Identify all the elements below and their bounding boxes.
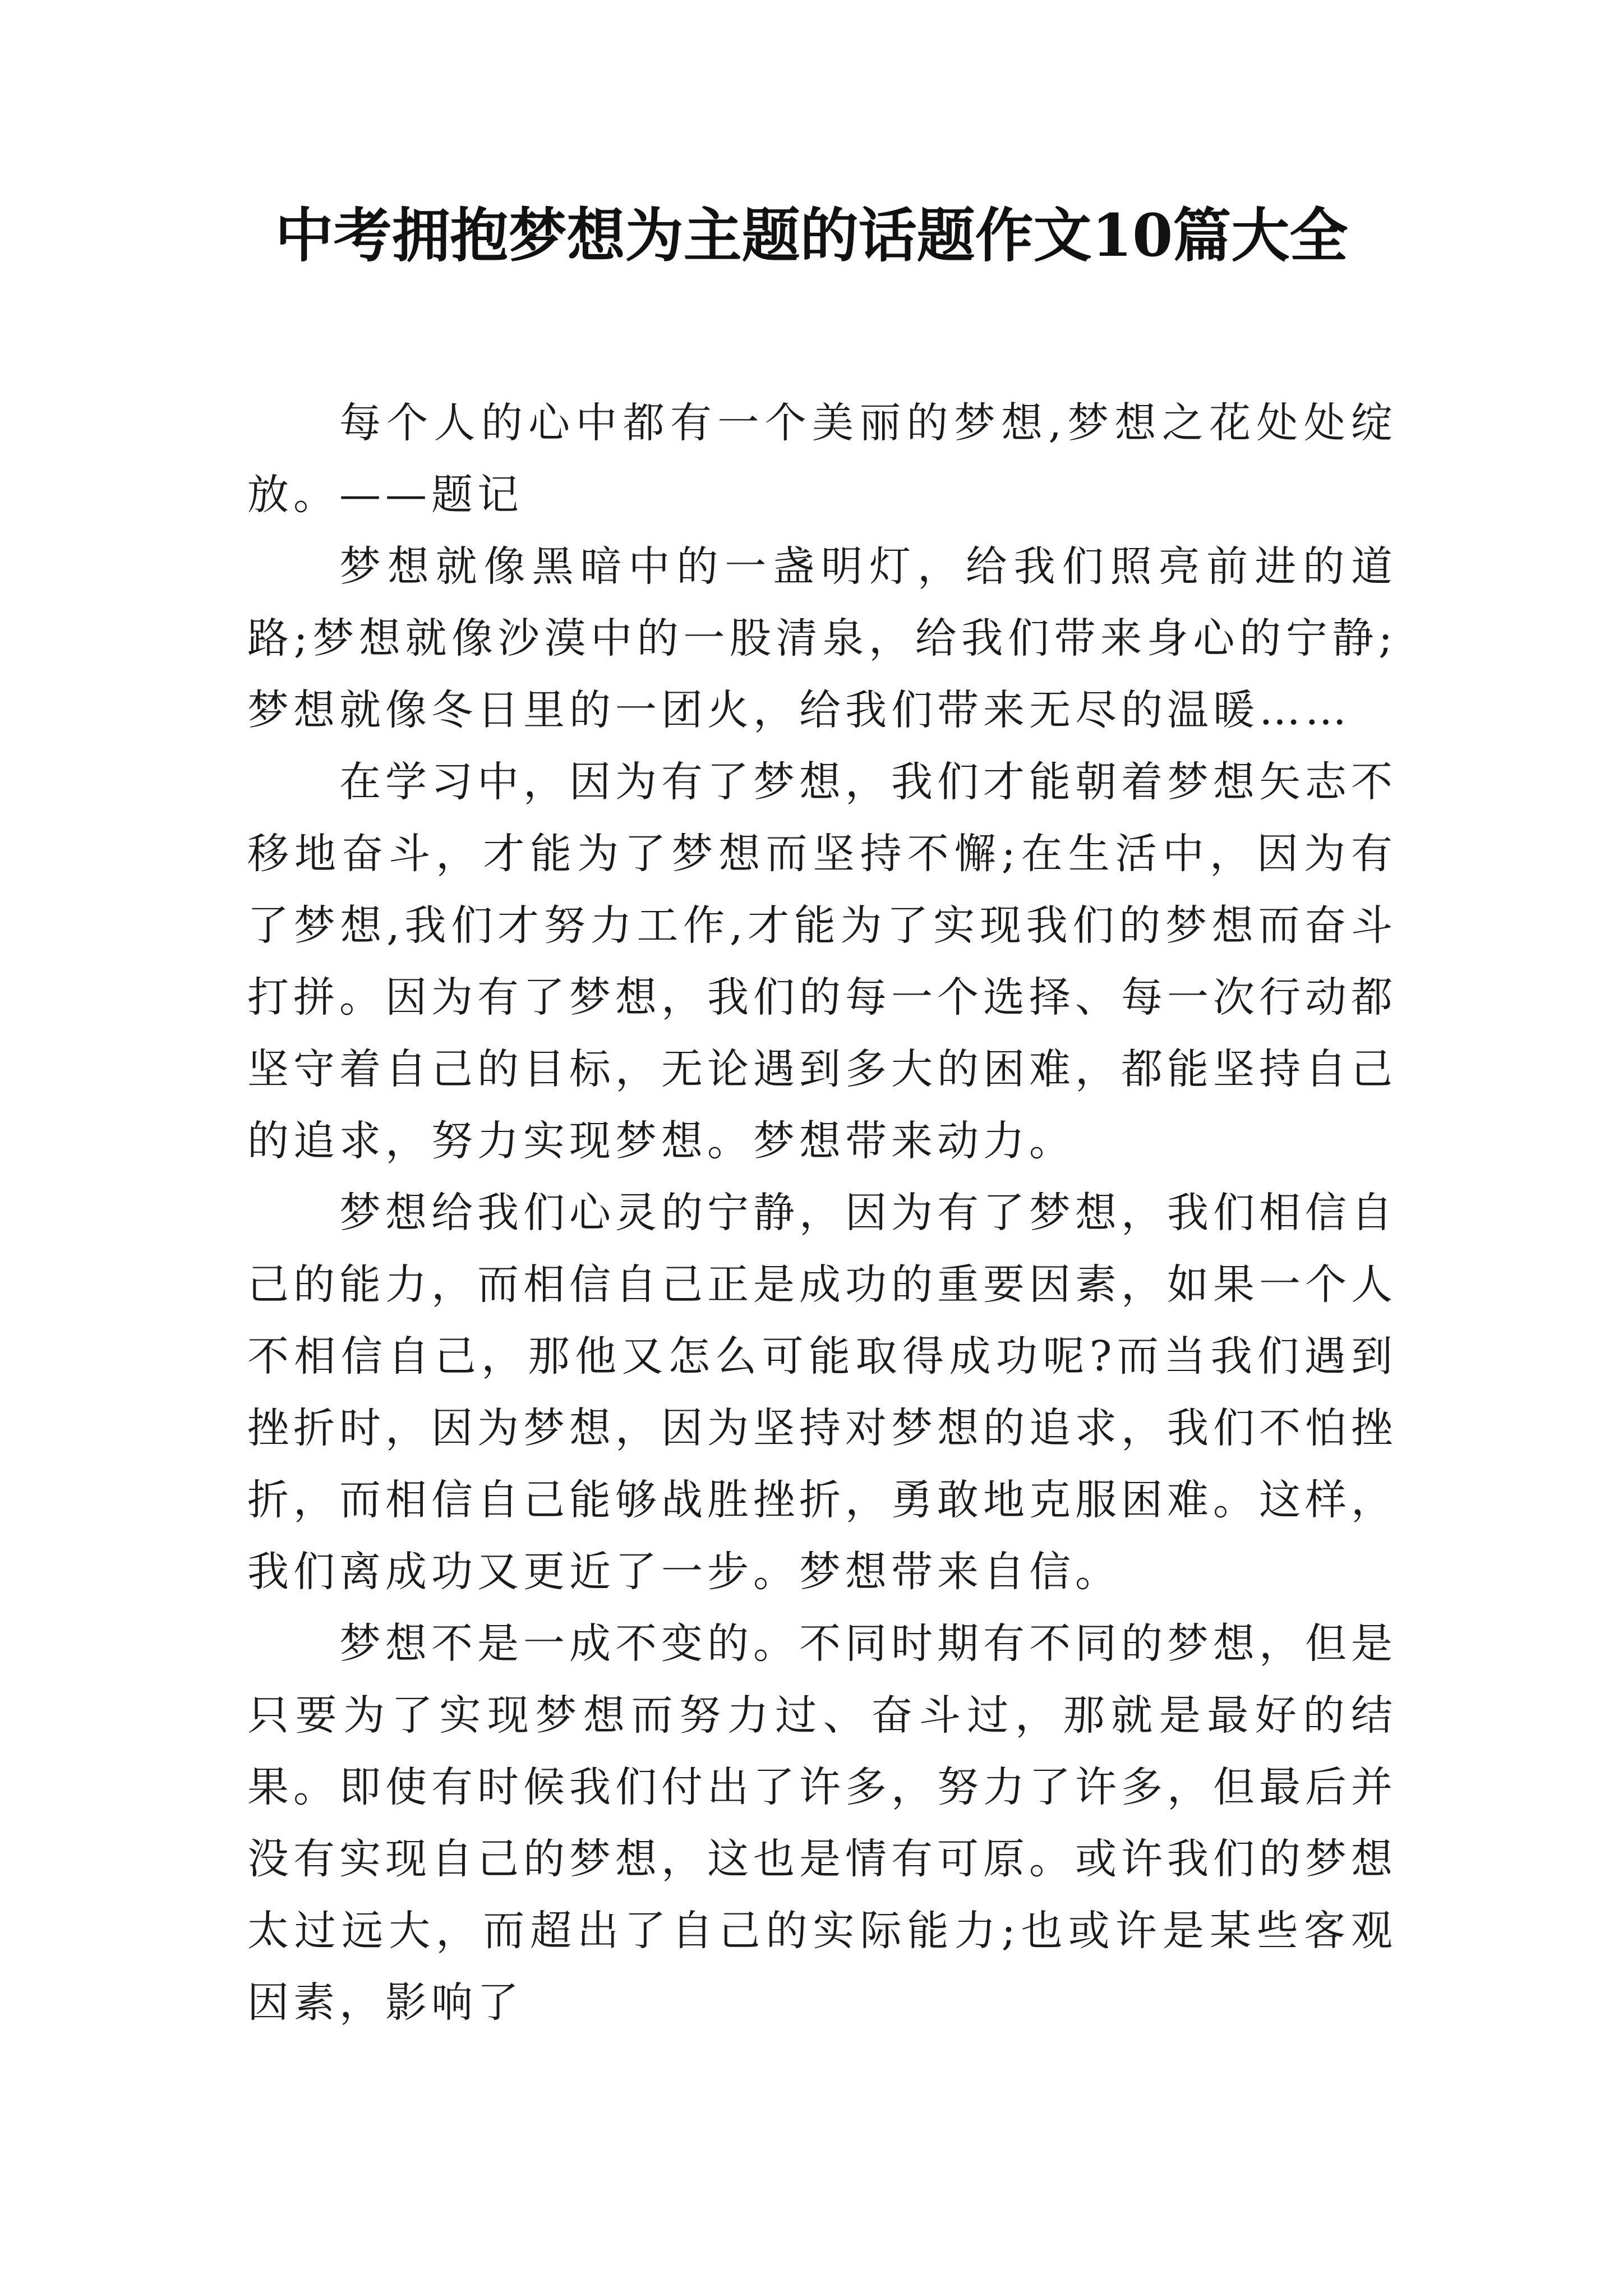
document-body xyxy=(247,387,1397,2039)
document-title: 中考拥抱梦想为主题的话题作文10篇大全 xyxy=(275,201,1348,270)
paragraph-epigraph: 每个人的心中都有一个美丽的梦想,梦想之花处处绽放。——题记 xyxy=(247,399,1397,519)
paragraph-dream-changes: 梦想不是一成不变的。不同时期有不同的梦想，但是只要为了实现梦想而努力过、奋斗过，那就是最好的结果。即使有时候我们付出了许多，努力了许多，但最后并没有实现自己的梦想，这也是情有可原。或许我们的梦想太过远大，而超出了自己的实际能力;也或许是某些客观因素，影响了 xyxy=(247,1619,1397,2027)
paragraph-dream-motivation: 在学习中，因为有了梦想，我们才能朝着梦想矢志不移地奋斗，才能为了梦想而坚持不懈;在生活中，因为有了梦想,我们才努力工作,才能为了实现我们的梦想而奋斗打拼。因为有了梦想，我们的每一个选择、每一次行动都坚守着自己的目标，无论遇到多大的困难，都能坚持自己的追求，努力实现梦想。梦想带来动力。 xyxy=(247,758,1397,1165)
paragraph-dream-metaphors: 梦想就像黑暗中的一盏明灯，给我们照亮前进的道路;梦想就像沙漠中的一股清泉，给我们带来身心的宁静;梦想就像冬日里的一团火，给我们带来无尽的温暖…… xyxy=(247,542,1397,734)
paragraph-dream-confidence: 梦想给我们心灵的宁静，因为有了梦想，我们相信自己的能力，而相信自己正是成功的重要因素，如果一个人不相信自己，那他又怎么可能取得成功呢?而当我们遇到挫折时，因为梦想，因为坚持对梦想的追求，我们不怕挫折，而相信自己能够战胜挫折，勇敢地克服困难。这样，我们离成功又更近了一步。梦想带来自信。 xyxy=(247,1189,1397,1596)
